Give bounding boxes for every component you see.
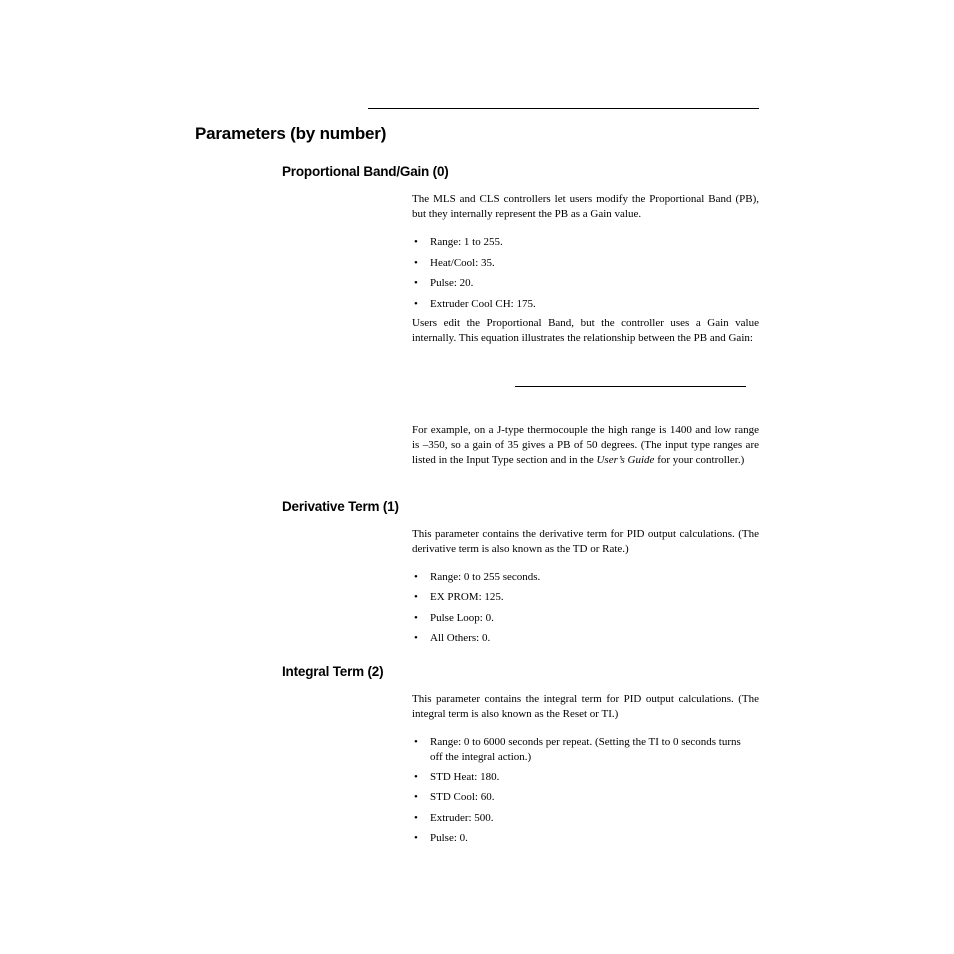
equation-fraction-bar bbox=[515, 386, 746, 387]
section-heading-integral: Integral Term (2) bbox=[282, 664, 384, 679]
pb-example: For example, on a J-type thermocouple the high range is 1400 and low range is –350, so a gain of 35 gives a PB of 50 degrees. (The input type ranges are listed in the Input Type section and in the User’s Guide for your controller.) bbox=[412, 424, 759, 466]
page-title: Parameters (by number) bbox=[195, 124, 387, 143]
section-heading-derivative: Derivative Term (1) bbox=[282, 499, 399, 514]
header-rule bbox=[368, 108, 759, 109]
derivative-intro: This parameter contains the derivative term for PID output calculations. (The derivative term is also known as the TD or Rate.) bbox=[412, 528, 759, 555]
pb-intro: The MLS and CLS controllers let users modify the Proportional Band (PB), but they internally represent the PB as a Gain value. bbox=[412, 193, 759, 220]
section-heading-pb: Proportional Band/Gain (0) bbox=[282, 164, 449, 179]
pb-equation-intro: Users edit the Proportional Band, but the controller uses a Gain value internally. This equation illustrates the relationship between the PB and Gain: bbox=[412, 317, 759, 344]
integral-intro: This parameter contains the integral term for PID output calculations. (The integral term is also known as the Reset or TI.) bbox=[412, 693, 759, 720]
